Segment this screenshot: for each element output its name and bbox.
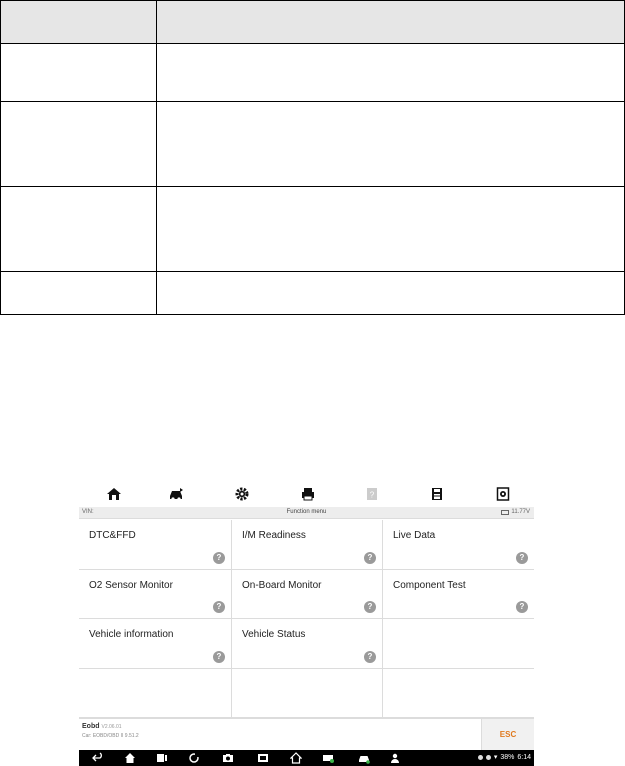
menu-item-empty (383, 619, 534, 669)
help-icon[interactable]: ? (364, 601, 376, 613)
vehicle-swap-icon[interactable] (168, 486, 184, 502)
home-outline-icon[interactable] (290, 752, 302, 764)
save-icon[interactable] (429, 486, 445, 502)
menu-item-empty (79, 669, 232, 719)
table-row (1, 44, 625, 102)
battery-voltage (501, 509, 530, 515)
table-header-cell (1, 1, 157, 44)
info-table (0, 0, 625, 315)
print-icon[interactable] (300, 486, 316, 502)
software-version: V2.06.01 (101, 724, 122, 730)
table-cell (157, 272, 625, 315)
car-icon[interactable] (358, 752, 370, 764)
diagnostic-screen (79, 483, 534, 766)
menu-item-label: Vehicle information (89, 629, 174, 640)
android-navbar (79, 750, 534, 766)
software-name-label: Eobd (82, 723, 100, 730)
home-icon[interactable] (106, 486, 122, 502)
menu-item-label: I/M Readiness (242, 530, 306, 541)
software-name (82, 723, 122, 730)
data-logging-icon[interactable] (495, 486, 511, 502)
menu-item-label: On-Board Monitor (242, 579, 322, 591)
help-icon[interactable]: ? (213, 651, 225, 663)
table-row (1, 272, 625, 315)
menu-item-on-board-monitor[interactable] (232, 570, 383, 620)
info-bar (79, 507, 534, 519)
recent-apps-icon[interactable] (156, 752, 168, 764)
wifi-icon: ▾ (493, 754, 498, 761)
function-menu-grid (79, 520, 534, 718)
table-cell (157, 44, 625, 102)
table-cell (1, 102, 157, 187)
menu-item-empty (232, 669, 383, 719)
help-icon[interactable]: ? (516, 601, 528, 613)
help-icon[interactable]: ? (364, 651, 376, 663)
table-cell (157, 187, 625, 272)
help-icon[interactable]: ? (213, 552, 225, 564)
system-tray (478, 753, 531, 761)
home-icon[interactable] (124, 752, 136, 764)
refresh-icon[interactable] (188, 752, 200, 764)
help-icon (364, 486, 380, 502)
status-area (79, 718, 534, 750)
vehicle-communication-icon[interactable] (322, 752, 334, 764)
menu-item-label: O2 Sensor Monitor (89, 579, 173, 591)
settings-icon[interactable] (234, 486, 250, 502)
table-cell (157, 102, 625, 187)
menu-item-empty (383, 669, 534, 719)
vehicle-info: Car: EOBD/OBD II 9.51.2 (82, 733, 139, 739)
camera-icon[interactable] (222, 752, 234, 764)
vin-label: VIN: (82, 509, 94, 515)
menu-item-component-test[interactable] (383, 570, 534, 620)
table-cell (1, 187, 157, 272)
user-icon[interactable] (390, 752, 402, 764)
menu-item-label: Component Test (393, 579, 466, 591)
esc-button[interactable]: ESC (481, 719, 534, 750)
menu-item-im-readiness[interactable] (232, 520, 383, 570)
table-header-cell (157, 1, 625, 44)
table-row (1, 187, 625, 272)
table-row (1, 102, 625, 187)
vci-icon[interactable] (257, 752, 269, 764)
battery-voltage-value: 11.77V (511, 509, 530, 515)
menu-item-label: Live Data (393, 530, 436, 541)
clock: 6:14 (517, 753, 531, 761)
table-cell (1, 44, 157, 102)
menu-item-vehicle-status[interactable] (232, 619, 383, 669)
sync-icon (486, 755, 491, 760)
top-toolbar (79, 483, 534, 507)
menu-item-label: Vehicle Status (242, 629, 306, 640)
svg-text:?: ? (369, 490, 375, 500)
menu-item-live-data[interactable] (383, 520, 534, 570)
help-icon[interactable]: ? (364, 552, 376, 564)
battery-percent: 38% (500, 753, 515, 761)
menu-item-label: DTC&FFD (89, 530, 136, 541)
help-icon[interactable]: ? (516, 552, 528, 564)
table-header-row (1, 1, 625, 44)
menu-item-o2-sensor-monitor[interactable] (79, 570, 232, 620)
notification-icon (478, 755, 483, 760)
car-battery-icon (501, 510, 509, 515)
function-menu-title: Function menu (286, 509, 327, 515)
help-icon[interactable]: ? (213, 601, 225, 613)
table-cell (1, 272, 157, 315)
back-icon[interactable] (92, 752, 104, 764)
menu-item-dtc-ffd[interactable] (79, 520, 232, 570)
menu-item-vehicle-information[interactable] (79, 619, 232, 669)
